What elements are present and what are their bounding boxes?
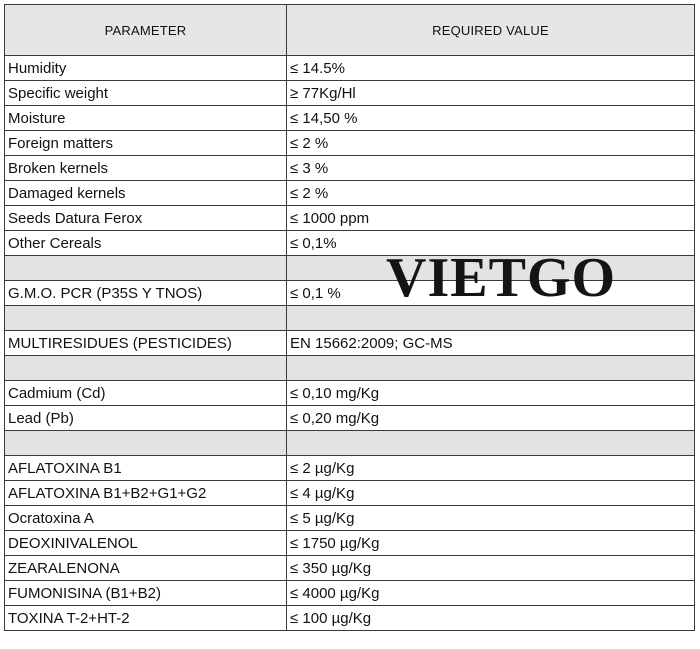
required-value-cell: ≤ 350 µg/Kg [287, 556, 695, 581]
parameter-cell: Seeds Datura Ferox [5, 206, 287, 231]
table-row [5, 56, 695, 81]
table-row [5, 556, 695, 581]
parameter-cell: Lead (Pb) [5, 406, 287, 431]
required-value-cell: ≤ 0,1% [287, 231, 695, 256]
required-value-cell: ≤ 100 µg/Kg [287, 606, 695, 631]
parameter-cell: Humidity [5, 56, 287, 81]
parameter-cell [5, 431, 287, 456]
table-row [5, 181, 695, 206]
parameter-cell: FUMONISINA (B1+B2) [5, 581, 287, 606]
parameter-cell: Foreign matters [5, 131, 287, 156]
parameter-cell: Specific weight [5, 81, 287, 106]
required-value-cell: ≤ 5 µg/Kg [287, 506, 695, 531]
table-row [5, 406, 695, 431]
parameter-cell: ZEARALENONA [5, 556, 287, 581]
table-row [5, 281, 695, 306]
required-value-cell: ≤ 3 % [287, 156, 695, 181]
required-value-cell: ≤ 0,1 % [287, 281, 695, 306]
table-row [5, 156, 695, 181]
table-row [5, 506, 695, 531]
table-body [5, 56, 695, 631]
parameter-cell: TOXINA T-2+HT-2 [5, 606, 287, 631]
required-value-cell: ≤ 1750 µg/Kg [287, 531, 695, 556]
parameter-cell: DEOXINIVALENOL [5, 531, 287, 556]
required-value-column-header: REQUIRED VALUE [287, 5, 695, 56]
required-value-cell: ≤ 1000 ppm [287, 206, 695, 231]
required-value-cell: ≤ 2 % [287, 181, 695, 206]
required-value-cell: EN 15662:2009; GC-MS [287, 331, 695, 356]
required-value-cell: ≤ 2 µg/Kg [287, 456, 695, 481]
table-row [5, 356, 695, 381]
required-value-cell: ≤ 14,50 % [287, 106, 695, 131]
parameter-cell [5, 256, 287, 281]
table-row [5, 81, 695, 106]
table-row [5, 381, 695, 406]
required-value-cell: ≤ 0,20 mg/Kg [287, 406, 695, 431]
table-row [5, 256, 695, 281]
table-header-row [5, 5, 695, 56]
table-row [5, 131, 695, 156]
table-row [5, 481, 695, 506]
parameter-cell: G.M.O. PCR (P35S Y TNOS) [5, 281, 287, 306]
parameter-cell: MULTIRESIDUES (PESTICIDES) [5, 331, 287, 356]
parameter-cell: Other Cereals [5, 231, 287, 256]
vietgo-watermark: VIETGO [386, 247, 617, 309]
table-row [5, 106, 695, 131]
table-row [5, 431, 695, 456]
table-row [5, 206, 695, 231]
parameter-cell [5, 306, 287, 331]
required-value-cell: ≤ 14.5% [287, 56, 695, 81]
table-row [5, 331, 695, 356]
parameter-cell: Ocratoxina A [5, 506, 287, 531]
required-value-cell: ≤ 0,10 mg/Kg [287, 381, 695, 406]
table-row [5, 606, 695, 631]
parameter-cell: AFLATOXINA B1+B2+G1+G2 [5, 481, 287, 506]
table-row [5, 581, 695, 606]
required-value-cell: ≤ 4 µg/Kg [287, 481, 695, 506]
required-value-cell: ≥ 77Kg/Hl [287, 81, 695, 106]
parameter-cell: Damaged kernels [5, 181, 287, 206]
table-row [5, 306, 695, 331]
parameter-cell: Moisture [5, 106, 287, 131]
required-value-cell [287, 356, 695, 381]
required-value-cell [287, 306, 695, 331]
table-row [5, 531, 695, 556]
required-value-cell: ≤ 4000 µg/Kg [287, 581, 695, 606]
specification-table [4, 4, 695, 631]
parameter-cell [5, 356, 287, 381]
parameter-cell: Cadmium (Cd) [5, 381, 287, 406]
required-value-cell [287, 431, 695, 456]
parameter-cell: Broken kernels [5, 156, 287, 181]
table-row [5, 231, 695, 256]
parameter-column-header: PARAMETER [5, 5, 287, 56]
parameter-cell: AFLATOXINA B1 [5, 456, 287, 481]
required-value-cell: ≤ 2 % [287, 131, 695, 156]
table-row [5, 456, 695, 481]
required-value-cell [287, 256, 695, 281]
